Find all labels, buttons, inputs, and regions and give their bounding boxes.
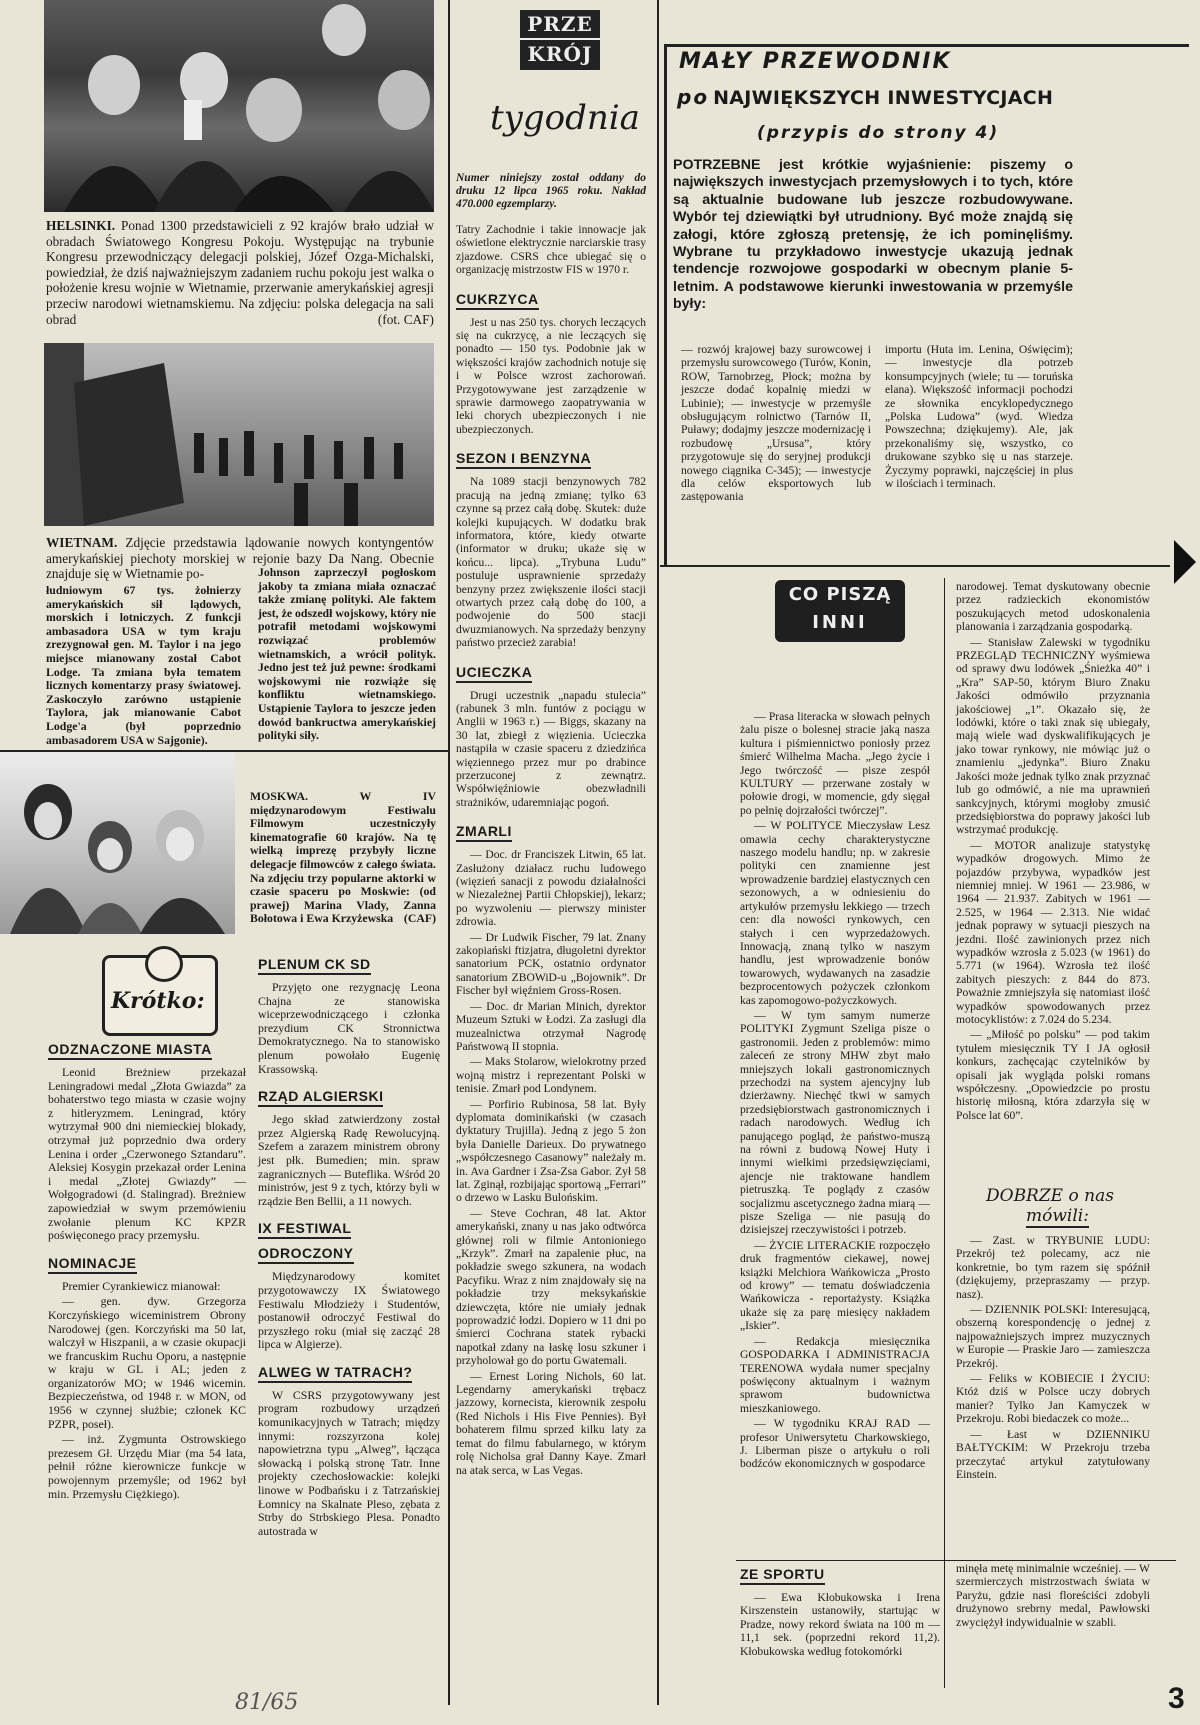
dobrze-heading-1: DOBRZE o nas <box>986 1186 1114 1206</box>
copiszainni-col2 <box>956 580 1150 1124</box>
alweg-heading: ALWEG W TATRACH? <box>258 1364 412 1383</box>
copiszainni-item: narodowej. Temat dyskutowany obecnie przez radzieckich ekonomistów poszukujących metod udoskonalenia planowania i zarządzania gospodarką. <box>956 580 1150 634</box>
rzad-text: Jego skład zatwierdzony został przez Algierską Radę Rewolucyjną. Szefem a zarazem ministrem obrony jest płk. Bumedien; min. spraw zagranicznych — Buteflika. Wśród 20 ministrów, jest 9 z tych, którzy byli w rządzie Ben Bellii, a 11 nowych. <box>258 1112 440 1208</box>
col-middle <box>456 172 646 1479</box>
alweg-text: W CSRS przygotowywany jest program rozbudowy urządzeń komunikacyjnych w Tatrach; między innymi: rozszyrzona kolej napowietrzna typu „Alweg”, łącząca słowacką i polską stronę Tatr. Inne projekty czechosłowackie: kolejki linowe w Podbańsku i z Tatrzańskiej Łomnicy na Skalnate Pleso, zębata z Strby do Strbskiego Plesa. Ponadto autostrada w <box>258 1387 440 1538</box>
page-arrow-icon <box>1174 540 1196 584</box>
rzad-heading: RZĄD ALGIERSKI <box>258 1088 383 1107</box>
festiwal-heading-2: ODROCZONY <box>258 1245 354 1264</box>
miasta-text: Leonid Breżniew przekazał Leningradowi medal „Złota Gwiazda” za bohaterstwo tego miasta w czasie wojny z hitleryzmem. Leningrad, który wytrzymał 900 dni niemieckiej blokady, otrzymał już poprzednio dwa ordery Lenina i order „Czerwonego Sztandaru”. Aleksiej Kosygin przekazał order Lenina i medal „Złotej Gwiazdy” — Wołgogradowi (d. Stalingrad). Breżniew zapowiedział w swym przemówieniu zwołanie plenum KC KPZR poświęconego pracy przemysłu. <box>48 1065 246 1243</box>
helsinki-photo <box>44 0 434 212</box>
sport-heading: ZE SPORTU <box>740 1566 825 1585</box>
plenum-text: Przyjęto one rezygnację Leona Chajna ze stanowiska wiceprzewodniczącego i członka prezydium CK Stronnictwa Demokratycznego. Na to stanowisko plenum powołało Eugenię Krassowską. <box>258 980 440 1076</box>
column-rule <box>944 578 945 1688</box>
footer-handwriting: 81/65 <box>235 1690 299 1715</box>
wietnam-col1: łudniowym 67 tys. żołnierzy amerykańskich sił lądowych, morskich i lotniczych. Z funkcji ambasadora USA w tym kraju zrezygnował gen. M. Taylor i na jego miejsce mianowany został Cabot Lodge. Ta zmiana była tematem licznych komentarzy prasy światowej. Zaskoczyło zarówno ustąpienie Taylora, jak mianowanie Cabot Lodge'a (był poprzednio ambasadorem USA w Sajgonie). <box>46 583 241 747</box>
badge-top: CO PISZĄ <box>788 584 892 605</box>
wietnam-col2: Johnson zaprzeczył pogłoskom jakoby ta zmiana miała oznaczać także zmianę polityki. Ale faktem jest, że odszedł wojskowy, który nie potrafił metodami wojskowymi rozwiązać problemów wietnamskich, a wrócił polityk. Jedno jest też już pewne: środkami wojskowymi nie rozwiąże się konfliktu wietnamskiego. Ustąpienie Taylora to jeszcze jeden dowód bankructwa amerykańskiej polityki siły. <box>258 565 436 743</box>
benzyna-heading: SEZON I BENZYNA <box>456 450 591 469</box>
copiszainni-item: — W tym samym numerze POLITYKI Zygmunt Szeliga pisze o gastronomii. Jeden z problemów: mimo zaleceń ze strony MHW zbyt mało mniejszych lokali gastronomicznych przechodzi na system ajencyjny lub dzierżawny. Niechęć tkwi w samych przedsiębiorstwach gastronomicznych i radach narodowych. Według ich panującego pogląd, że państwo-muszą na równi z budową Nowej Huty i innymi wielkimi przedsięwzięciami, ajencje nie traktowane handlem pietruszką. Te poglądy z czasów socjalizmu ascetycznego żadna miarą — pisze Szeliga — nie pasują do dzisiejszej rzeczywistości i potrzeb. <box>740 1008 930 1237</box>
page-number: 3 <box>1168 1682 1185 1715</box>
sport-col1: — Ewa Kłobukowska i Irena Kirszenstein ustanowiły, startując w Pradze, nowy rekord świata na 100 m — 11,1 sek. (poprzedni rekord 11,2). Kłobukowska według fotokomórki <box>740 1591 940 1658</box>
nominacje-intro: Premier Cyrankiewicz mianował: <box>62 1278 221 1293</box>
helsinki-credit: (fot. CAF) <box>377 311 434 327</box>
copiszainni-col1 <box>740 710 930 1473</box>
masthead-subtitle: tygodnia <box>490 98 640 138</box>
col-a-lower <box>48 1035 246 1503</box>
copiszainni-item: — W POLITYCE Mieczysław Lesz omawia cechy charakterystyczne naszego modelu handlu; np. w zakresie polityki cen znamienne jest wprowadzenie bardziej elastycznych cen sezonowych, a w odniesieniu do artykułów przemysłu lekkiego — trzech cen: dla nowości rynkowych, cen stałych i cen wyprzedażowych. Innowacją, znaną tylko w naszym handlu, jest wprowadzenie bonów towarowych, wydawanych na zasadzie bezprocentowych pożyczek członkom kas zapomogowo-pożyczkowych. <box>740 819 930 1007</box>
column-rule <box>448 0 450 1705</box>
cukrzyca-text: Jest u nas 250 tys. chorych leczących się na cukrzycę, a nie leczących się ponadto — 150 tys. Podobnie jak w większości krajów zachodnich notuje się i w Polsce wzrost zachorowań. Przygotowywane jest zarządzenie w sprawie darmowego zaopatrywania w leki chorych ubezpieczonych i nie ubezpieczonych. <box>456 315 646 436</box>
przewodnik-title-1: MAŁY PRZEWODNIK <box>679 49 952 74</box>
ucieczka-heading: UCIECZKA <box>456 664 532 683</box>
miasta-heading: ODZNACZONE MIASTA <box>48 1041 212 1060</box>
ucieczka-text: Drugi uczestnik „napadu stulecia” (rabunek 3 mln. funtów z pociągu w Anglii w 1963 r.) — Biggs, skazany na 30 lat, zbiegł z więzienia. Ucieczka nastąpiła w czasie spaceru z dziedzińca więziennego przez mur po drabince przerzuconej z zewnątrz. Współwięźniowie obezwładnili strażników, udaremniając pogoń. <box>456 688 646 809</box>
helsinki-caption <box>46 218 434 327</box>
dobrze-item: — Zast. w TRYBUNIE LUDU: Przekrój też polecamy, acz nie konkretnie, bo tym razem się spóźnił (dziękujemy, przepraszamy — przyp. nasz). <box>956 1234 1150 1301</box>
festiwal-heading <box>258 1220 351 1239</box>
column-rule <box>657 0 659 1705</box>
wietnam-photo <box>44 343 434 526</box>
plenum-heading: PLENUM CK SD <box>258 956 371 975</box>
przewodnik-note: (przypis do strony 4) <box>757 123 1000 143</box>
badge-bottom: INNI <box>812 612 868 633</box>
moskwa-text: W IV międzynarodowym Festiwalu Filmowym uczestniczyły kinematografie 60 krajów. Na tę wielką imprezę przybyły liczne delegacje filmowców z całego świata. Na zdjęciu trzy popularne aktorki w czasie spaceru po Moskwie: (od prawej) Marina Vlady, Zanna Bołotowa i Ewa Krzyżewska <box>250 789 436 926</box>
przewodnik-col1: — rozwój krajowej bazy surowcowej i przemysłu surowcowego (Turów, Konin, ROW, Tarnobrzeg, Płock; można by jeszcze dodać kopalnię miedzi w Lubinie); — inwestycje w przemyśle obsługującym rolnictwo (Tarnów II, Puławy; dodajmy jeszcze modernizację i rozbudowę „Ursusa”, który przygotowuje się do seryjnej produkcji nowego ciągnika C-345); — inwestycje dla celów eksportowych lub zastępowania <box>681 343 871 504</box>
logo-bottom: KRÓJ <box>527 42 593 66</box>
wietnam-text-top: Zdjęcie przedstawia lądowanie nowych kontyngentów amerykańskiej piechoty morskiej w rejonie bazy Da Nang. Obecnie znajduje się w Wietnamie po- <box>46 535 434 582</box>
nominacje-heading: NOMINACJE <box>48 1255 137 1274</box>
przewodnik-lead: POTRZEBNE jest krótkie wyjaśnienie: piszemy o największych inwestycjach przemysłowych i to tych, które są aktualnie budowane lub jeszcze rozbudowywane. Wybór tej dziewiątki był utrudniony. Być może znajdą się załogi, które zgłoszą pretensję, że ich pominęliśmy. Wybrane tu przykładowo inwestycje ukazują jednak tendencje rozwojowe gospodarki w obecnym planie 5-letnim. A podstawowe kierunki inwestowania w przemyśle były: <box>673 157 1073 313</box>
copiszainni-item: — Prasa literacka w słowach pełnych żalu pisze o bolesnej stracie jaką nasza kultura i piśmiennictwo poniosły przez śmierć Wilhelma Macha. „Jego życie i Jego twórczość — pisze zespół KULTURY — przerwane zostały w połowie drogi, w momencie, gdy sięgał po pełnię dojrzałości twórczej”. <box>740 710 930 817</box>
przewodnik-box <box>664 44 1189 567</box>
col-b-lower <box>258 950 440 1540</box>
cukrzyca-heading: CUKRZYCA <box>456 291 539 310</box>
helsinki-lead: HELSINKI. <box>46 218 116 233</box>
tatry-text: Tatry Zachodnie i takie innowacje jak oświetlone elektrycznie narciarskie trasy zjazdowe. CSRS chce ubiegać się o organizację mistrzostw FIS w 1970 r. <box>456 223 646 277</box>
zmarli-item: — Dr Ludwik Fischer, 79 lat. Znany zakopiański ftizjatra, długoletni dyrektor sanatorium PCK, ostatnio ordynator sanatorium ZBOWiD-u „Bojownik”. Dr Fischer był więźniem Gross-Rosen. <box>456 930 646 998</box>
dobrze-item: — DZIENNIK POLSKI: Interesującą, obszerną korespondencję o jednej z najpoważniejszych imprez muzycznych w Europie — Praskie Jaro — zamieszcza Przekrój. <box>956 1303 1150 1370</box>
dobrze-heading-2: mówili: <box>1026 1206 1089 1226</box>
festiwal-heading-1: IX FESTIWAL <box>258 1220 352 1237</box>
krotko-badge <box>102 955 218 1036</box>
nominacje-item: — inż. Zygmunta Ostrowskiego prezesem Gł. Urzędu Miar (ma 54 lata, pełnił różne kierownicze funkcje w powojennym przemyśle; od 1962 był min. Przemysłu Ciężkiego). <box>48 1432 246 1501</box>
festiwal-text: Międzynarodowy komitet przygotowawczy IX Światowego Festiwalu Młodzieży i Studentów, postanowił odroczyć Festiwal do przyszłego roku (miał się zacząć 28 lipca w Algierze). <box>258 1269 440 1352</box>
copiszainni-badge <box>775 580 905 642</box>
krotko-clock-icon <box>145 946 183 982</box>
copiszainni-item: — Stanisław Zalewski w tygodniku PRZEGLĄD TECHNICZNY wyśmiewa od sprawy dwu lodówek „Śnieżka 40” i „Kra” SAP-50, którym Biuro Znaku Jakości odmówiło przyznania jakościowej „1”. Okazało się, że lodówki, które o taki znak się ubiegały, mają wiele wad dyskwalifikujących je jako towar rynkowy, nie mówiąc już o znamieniu „jedynka”. Biuro Znaku Jakości może jednak tylko znak przyznać lub go odmówić, a nie ma uprawnień sankcyjnych, którymi mogłoby zmusić przedsiębiorstwa do poprawy jakości lub wstrzymać produkcję. <box>956 635 1150 837</box>
zmarli-item: — Ernest Loring Nichols, 60 lat. Legendarny amerykański trębacz jazzowy, kornecista, kierownik zespołu (Red Nichols i His Five Pennies). Był bohaterem filmu sprzed kilku laty za temat do filmu fabularnego, w którym rolę Nicholsa grał Danny Kaye. Zmarł na atak serca, w Las Vegas. <box>456 1369 646 1477</box>
krotko-label: Krótko: <box>111 988 205 1014</box>
zmarli-item: — Porfirio Rubinosa, 58 lat. Były dyplomata dominikański (w czasach dyktatury Trujilla). Jedną z jego 5 żon była Danielle Darieux. Do prywatnego „współczesnego Casanowy” należały m. in. Ava Gardner i Zsa-Zsa Gabor. Zył 58 lat. Zginął, rozbijając sportową „Ferrari” o drzewo w Lasku Bulońskim. <box>456 1097 646 1205</box>
moskwa-photo <box>0 752 235 934</box>
sport-col2: minęła metę minimalnie wcześniej. — W szermierczych mistrzostwach świata w Paryżu, gdzie nasi floreściści zdobyli drużynowo srebrny medal, Pawłowski zwyciężył indywidualnie w szabli. <box>956 1562 1150 1629</box>
dobrze-section <box>956 1186 1150 1483</box>
zmarli-item: — Doc. dr Franciszek Litwin, 65 lat. Zasłużony działacz ruchu ludowego (więzień sanacji z powodu działalności w Niezależnej Partii Chłopskiej), lekarz; po wyzwoleniu — pierwszy minister zdrowia. <box>456 848 646 929</box>
zmarli-item: — Steve Cochran, 48 lat. Aktor amerykański, znany u nas jako odtwórca głównej roli w filmie Antonioniego „Krzyk”. Zmarł na zapalenie płuc, na pokładzie swego szkunera, na wodach Pacyfiku. Wraz z nim znajdowały się na pokładzie trzy meksykańskie dziewczęta, które nie umiały jednak poprowadzić łodzi. Dopiero w 11 dni po śmierci Cochrana statek rybacki napotkał zdany na łaskę losu szkuner i przyholował go do portu Gwatemali. <box>456 1206 646 1368</box>
zmarli-heading: ZMARLI <box>456 823 512 842</box>
moskwa-caption <box>250 790 436 926</box>
przewodnik-title-main: NAJWIĘKSZYCH INWESTYCJACH <box>713 87 1054 109</box>
copiszainni-item: — Redakcja miesięcznika GOSPODARKA I ADMINISTRACJA TERENOWA wydała numer specjalny poświęcony aktualnym i ważnym sprawom budownictwa mieszkaniowego. <box>740 1334 930 1415</box>
przewodnik-title-2 <box>677 85 1053 109</box>
zmarli-item: — Maks Stolarow, wielokrotny przed wojną mistrz i reprezentant Polski w tenisie. Zmarł pod Londynem. <box>456 1055 646 1096</box>
nominacje-item: — gen. dyw. Grzegorza Korczyńskiego wiceministrem Obrony Narodowej (gen. Korczyński ma 50 lat, walczył w Hiszpanii, a w czasie okupacji we francuskim Ruchu Oporu, a następnie w kraju w GL i AL; jeden z organizatorów MO; w 1946 wicemin. Bezpieczeństwa, od 1948 r. w MON, od 1956 w czynnej służbie; członek KC PZPR, poseł). <box>48 1294 246 1431</box>
sport-section <box>740 1560 940 1660</box>
logo-top: PRZE <box>520 10 600 40</box>
helsinki-text: Ponad 1300 przedstawicieli z 92 krajów brało udział w obradach Światowego Kongresu Pokoju. Występując na trybunie Kongresu przewodniczący delegacji polskiej, Józef Ozga-Michalski, powiedział, że dziś najważniejszym zadaniem ruchu pokoju jest walka o położenie kresu wojnie w Wietnamie, przerwanie amerykańskiej agresji przeciw narodowi wietnamskiemu. Na zdjęciu: polska delegacja na sali obrad <box>46 218 434 327</box>
benzyna-text: Na 1089 stacji benzynowych 782 pracują na jedną zmianę; tylko 63 czynne są przez całą dobę. Skutek: duże kolejki kupujących. W dodatku brak informatora, które, kiedy otwarte (informator w druku; ukaże się w końcu... lipca). „Trybuna Ludu” postuluje usprawnienie sprzedaży benzyny przez zwiększenie ilości stacji otwartych przez całą dobę do 100, a podwojenie do 500 stacji dwuzmianowych. Na sprzedaży benzyny państwo przecież zarabia! <box>456 475 646 650</box>
copiszainni-item: — MOTOR analizuje statystykę wypadków drogowych. Mimo że pojazdów przybywa, wypadków jest niemniej mniej. W 1961 — 23.986, w 1964 — 21.937. Zabitych w 1961 — 2.525, w 1964 — 2.313. Nie widać jednak poprawy w sytuacji pieszych na jezdni. Ilość zawinionych przez nich wypadków wzrosła z 5.023 (w 1961) do 5.771 (w 1964). Wzrosła też ilość zabitych pieszych: z 844 do 873. Poważnie zmniejszyła się natomiast ilość wypadków spowodowanych przez motocyklistów: z 7.024 do 5.234. <box>956 838 1150 1026</box>
dobrze-item: — Łast w DZIENNIKU BAŁTYCKIM: W Przekroju trzeba przeczytać artykuł zatytułowany Einstein. <box>956 1427 1150 1481</box>
dobrze-item: — Feliks w KOBIECIE I ŻYCIU: Któż dziś w Polsce uczy dobrych manier? Tylko Jan Kamyczek w Przekroju. Robi biedaczek co może... <box>956 1372 1150 1426</box>
przewodnik-col2: importu (Huta im. Lenina, Oświęcim); — inwestycje dla potrzeb konsumpcyjnych (wiele; tu — toruńska elana). Większość informacji pochodzi ze słownika encyklopedycznego „Polska Ludowa” (wyd. Wiedza Powszechna; dziękujemy). Ale, jak przekonaliśmy się, wszystko, co drukowane szybko się u nas starzeje. Życzymy poprawki, najczęściej in plus w ilościach i terminach. <box>885 343 1073 491</box>
copiszainni-item: — W tygodniku KRAJ RAD — profesor Uniwersytetu Charkowskiego, J. Liberman pisze o artykułu o roli bodźców ekonomicznych w gospodarce <box>740 1417 930 1471</box>
moskwa-credit: (CAF) <box>403 911 436 926</box>
copiszainni-item: — ŻYCIE LITERACKIE rozpoczęło druk fragmentów ciekawej, nowej książki Melchiora Wańkowicza „Prosto od krowy” — tematu doświadczenia Wańkowicza - reportażysty. Książka ukaże się za parę miesięcy nakładem „Iskier”. <box>740 1238 930 1333</box>
zmarli-item: — Doc. dr Marian Minich, dyrektor Muzeum Sztuki w Łodzi. Za zasługi dla muzealnictwa otrzymał Nagrodę Państwową II stopnia. <box>456 999 646 1053</box>
przewodnik-title-po: po <box>677 85 710 109</box>
moskwa-lead: MOSKWA. <box>250 789 309 803</box>
copiszainni-item: — „Miłość po polsku” — pod takim tytułem miesięcznik TY I JA ogłosił konkurs, zachęcając czytelników by opisali jak wygląda polski romans współczesny. „Opowiedzcie po prostu historię miłosną, która zdarzyła się w Polsce lat 60”. <box>956 1028 1150 1122</box>
divider <box>660 565 1170 567</box>
wietnam-lead: WIETNAM. <box>46 535 118 550</box>
issue-note: Numer niniejszy został oddany do druku 12 lipca 1965 roku. Nakład 470.000 egzemplarzy. <box>456 172 646 210</box>
przekroj-logo <box>520 10 600 70</box>
